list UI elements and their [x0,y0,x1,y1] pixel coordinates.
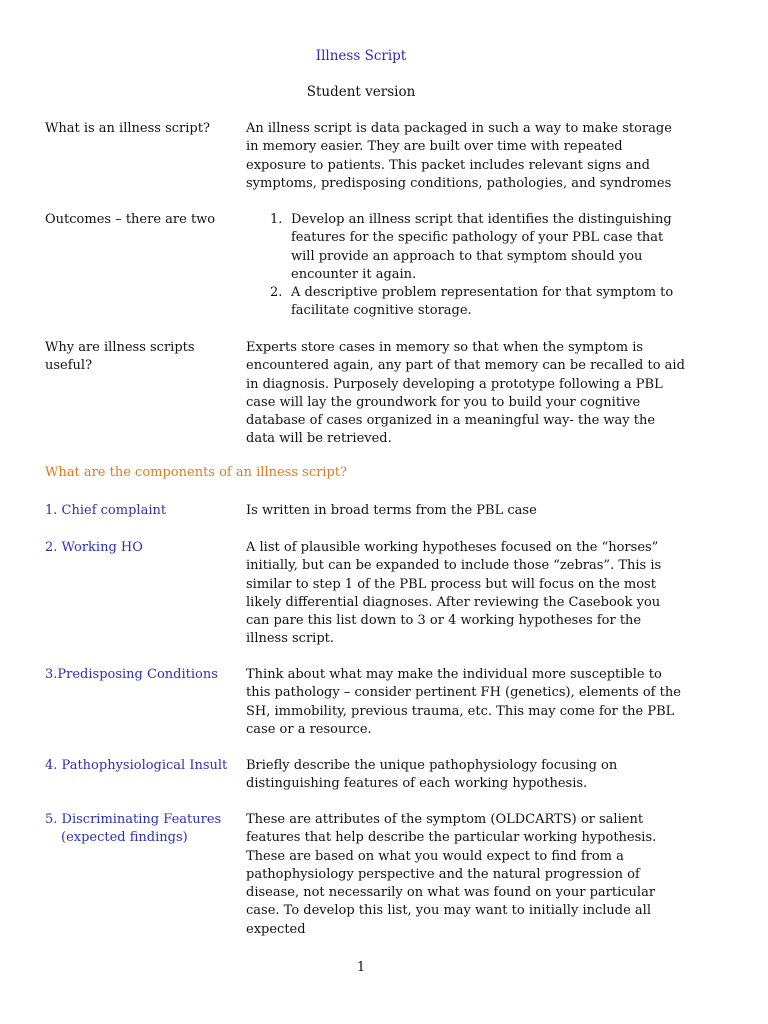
what-text: An illness script is data packaged in such a way to make storage in memory easier. They are built over time with repeated exposure to patients. This packet includes relevant signs and symptoms, predisposing conditions, pathologies, and syndromes [246,121,672,191]
outcomes-label: Outcomes – there are two [45,212,216,227]
why-text: Experts store cases in memory so that when the symptom is encountered again, any part of that memory can be recalled to aid in diagnosis. Purposely developing a prototype following a PBL case will lay the groundwork for you to build your cognitive database of cases organized in a meaningful way- the way the data will be retrieved. [246,340,685,447]
why-label: Why are illness scripts useful? [45,340,195,374]
component-label: 5. Discriminating Features [45,812,222,827]
outcomes-list-wrapper [246,211,686,321]
outcome-item [246,211,686,284]
outcomes-list [246,211,686,321]
component-text: Briefly describe the unique pathophysiology focusing on distinguishing features of each working hypothesis. [246,758,618,792]
outcome-number: 1. [270,212,283,227]
outcome-text: Develop an illness script that identifies the distinguishing features for the specific pathology of your PBL case that will provide an approach to that symptom should you encounter it again. [291,212,672,282]
page-number: 1 [356,960,366,975]
component-text: These are attributes of the symptom (OLDCARTS) or salient features that help describe the particular working hypothesis. These are based on what you would expect to find from a pathophysiology perspective and the natural progression of disease, not necessarily on what was found on your particular case. To develop this list, you may want to initially include all expected [246,812,657,937]
components-heading: What are the components of an illness script? [45,465,347,480]
what-label: What is an illness script? [45,121,210,136]
component-label: 1. Chief complaint [45,503,167,518]
outcome-text: A descriptive problem representation for that symptom to facilitate cognitive storage. [291,285,674,319]
document-subtitle: Student version [306,84,416,100]
component-label-wrapper [45,811,235,848]
component-label-line2: (expected findings) [61,830,188,846]
component-label: 2. Working HO [45,540,143,555]
component-label: 3.Predisposing Conditions [45,667,218,682]
component-text: A list of plausible working hypotheses focused on the “horses” initially, but can be expanded to include those “zebras”. This is similar to step 1 of the PBL process but will focus on the most likely differential diagnoses. After reviewing the Casebook you can pare this list down to 3 or 4 working hypotheses for the illness script. [246,540,662,647]
outcome-number: 2. [270,285,283,301]
outcome-item [246,284,686,321]
component-text: Think about what may make the individual more susceptible to this pathology – consider pertinent FH (genetics), elements of the SH, immobility, previous trauma, etc. This may come for the PBL case or a resource. [246,667,681,737]
document-title: Illness Script [315,48,407,64]
component-label: 4. Pathophysiological Insult [45,758,228,773]
component-text: Is written in broad terms from the PBL case [246,503,537,518]
